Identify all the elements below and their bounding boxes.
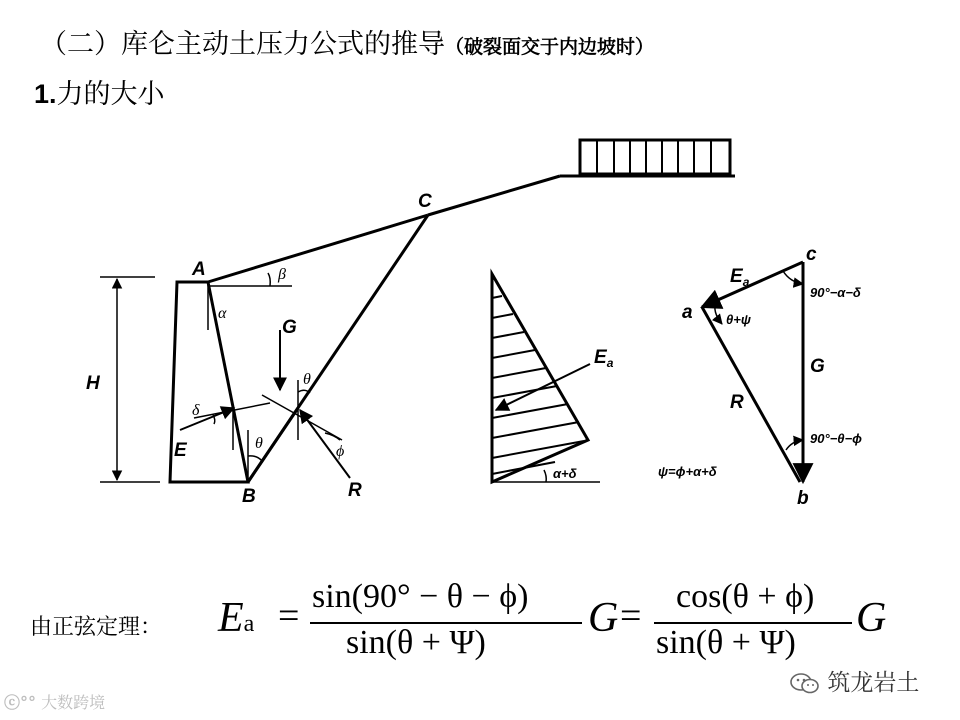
label-theta-bottom: θ <box>255 435 263 452</box>
force-triangle-figure <box>658 244 862 509</box>
label-point-a: A <box>192 259 206 280</box>
angle-bottom-arc <box>786 440 803 450</box>
label-beta: β <box>278 266 286 283</box>
watermark-logo-icon: ⓒ°° <box>4 693 37 712</box>
watermark-right: 筑龙岩土 <box>790 664 919 697</box>
beta-angle-arc <box>268 273 270 286</box>
pressure-figure <box>492 274 614 482</box>
watermark-left: ⓒ°° 大数跨境 <box>4 693 106 712</box>
label-weight-g: G <box>282 317 297 338</box>
label-vertex-b: b <box>797 488 809 509</box>
label-vertex-c: c <box>806 244 817 265</box>
sine-law-formula <box>218 576 887 666</box>
ea-resultant-arrow <box>496 364 590 410</box>
title-note: （破裂面交于内边坡时） <box>445 36 655 58</box>
surcharge-load <box>580 140 730 174</box>
label-point-c: C <box>418 191 432 212</box>
formula-numerator-2: cos(θ + ϕ) <box>676 578 815 615</box>
formula-equals-2: = <box>620 595 642 637</box>
label-angle-top: 90°−α−δ <box>810 285 861 300</box>
wall-figure <box>86 140 735 507</box>
label-alpha: α <box>218 305 227 322</box>
slope-ac <box>208 215 428 282</box>
slope-c-top <box>428 176 560 215</box>
label-ea-vector: $E_a$ <box>730 266 750 289</box>
label-force-e: E <box>174 440 187 461</box>
label-alpha-delta: α+δ <box>553 466 577 481</box>
formula-denominator-2: sin(θ + Ψ) <box>656 624 796 661</box>
formula-denominator-1: sin(θ + Ψ) <box>346 624 486 661</box>
label-ea: $E_a$ <box>594 347 614 370</box>
angle-left-arc <box>715 301 722 324</box>
label-angle-bottom: 90°−θ−ϕ <box>810 431 862 446</box>
label-vertex-a: a <box>682 302 693 323</box>
theorem-label: 由正弦定理： <box>30 615 163 640</box>
label-point-b: B <box>242 486 256 507</box>
formula-numerator-1: sin(90° − θ − ϕ) <box>312 578 529 615</box>
subtitle-text: 力的大小 <box>56 79 165 110</box>
ea-vector <box>702 262 803 307</box>
label-phi: ϕ <box>336 443 345 460</box>
label-r-vector: R <box>730 392 744 413</box>
delta-angle-arc <box>213 415 215 424</box>
formula-g-1: G <box>588 595 619 641</box>
pressure-triangle <box>492 274 588 482</box>
title-main: （二）库仑主动土压力公式的推导 <box>40 29 445 60</box>
angle-top-arc <box>783 271 803 284</box>
formula-g-2: G <box>856 595 887 641</box>
theta-bottom-arc <box>248 456 262 461</box>
label-psi-definition: ψ=ϕ+α+δ <box>658 464 717 479</box>
r-vector <box>702 307 800 482</box>
formula-lhs: Ea <box>218 595 255 641</box>
formula-equals-1: = <box>278 595 300 637</box>
label-g-vector: G <box>810 356 825 377</box>
alpha-delta-arc <box>544 470 546 482</box>
subtitle-number: 1. <box>34 79 57 109</box>
label-delta: δ <box>192 402 200 419</box>
label-theta-top: θ <box>303 371 311 388</box>
label-force-r: R <box>348 480 362 501</box>
wechat-icon <box>790 671 820 697</box>
label-height-h: H <box>86 373 100 394</box>
label-angle-left: θ+ψ <box>726 312 751 327</box>
